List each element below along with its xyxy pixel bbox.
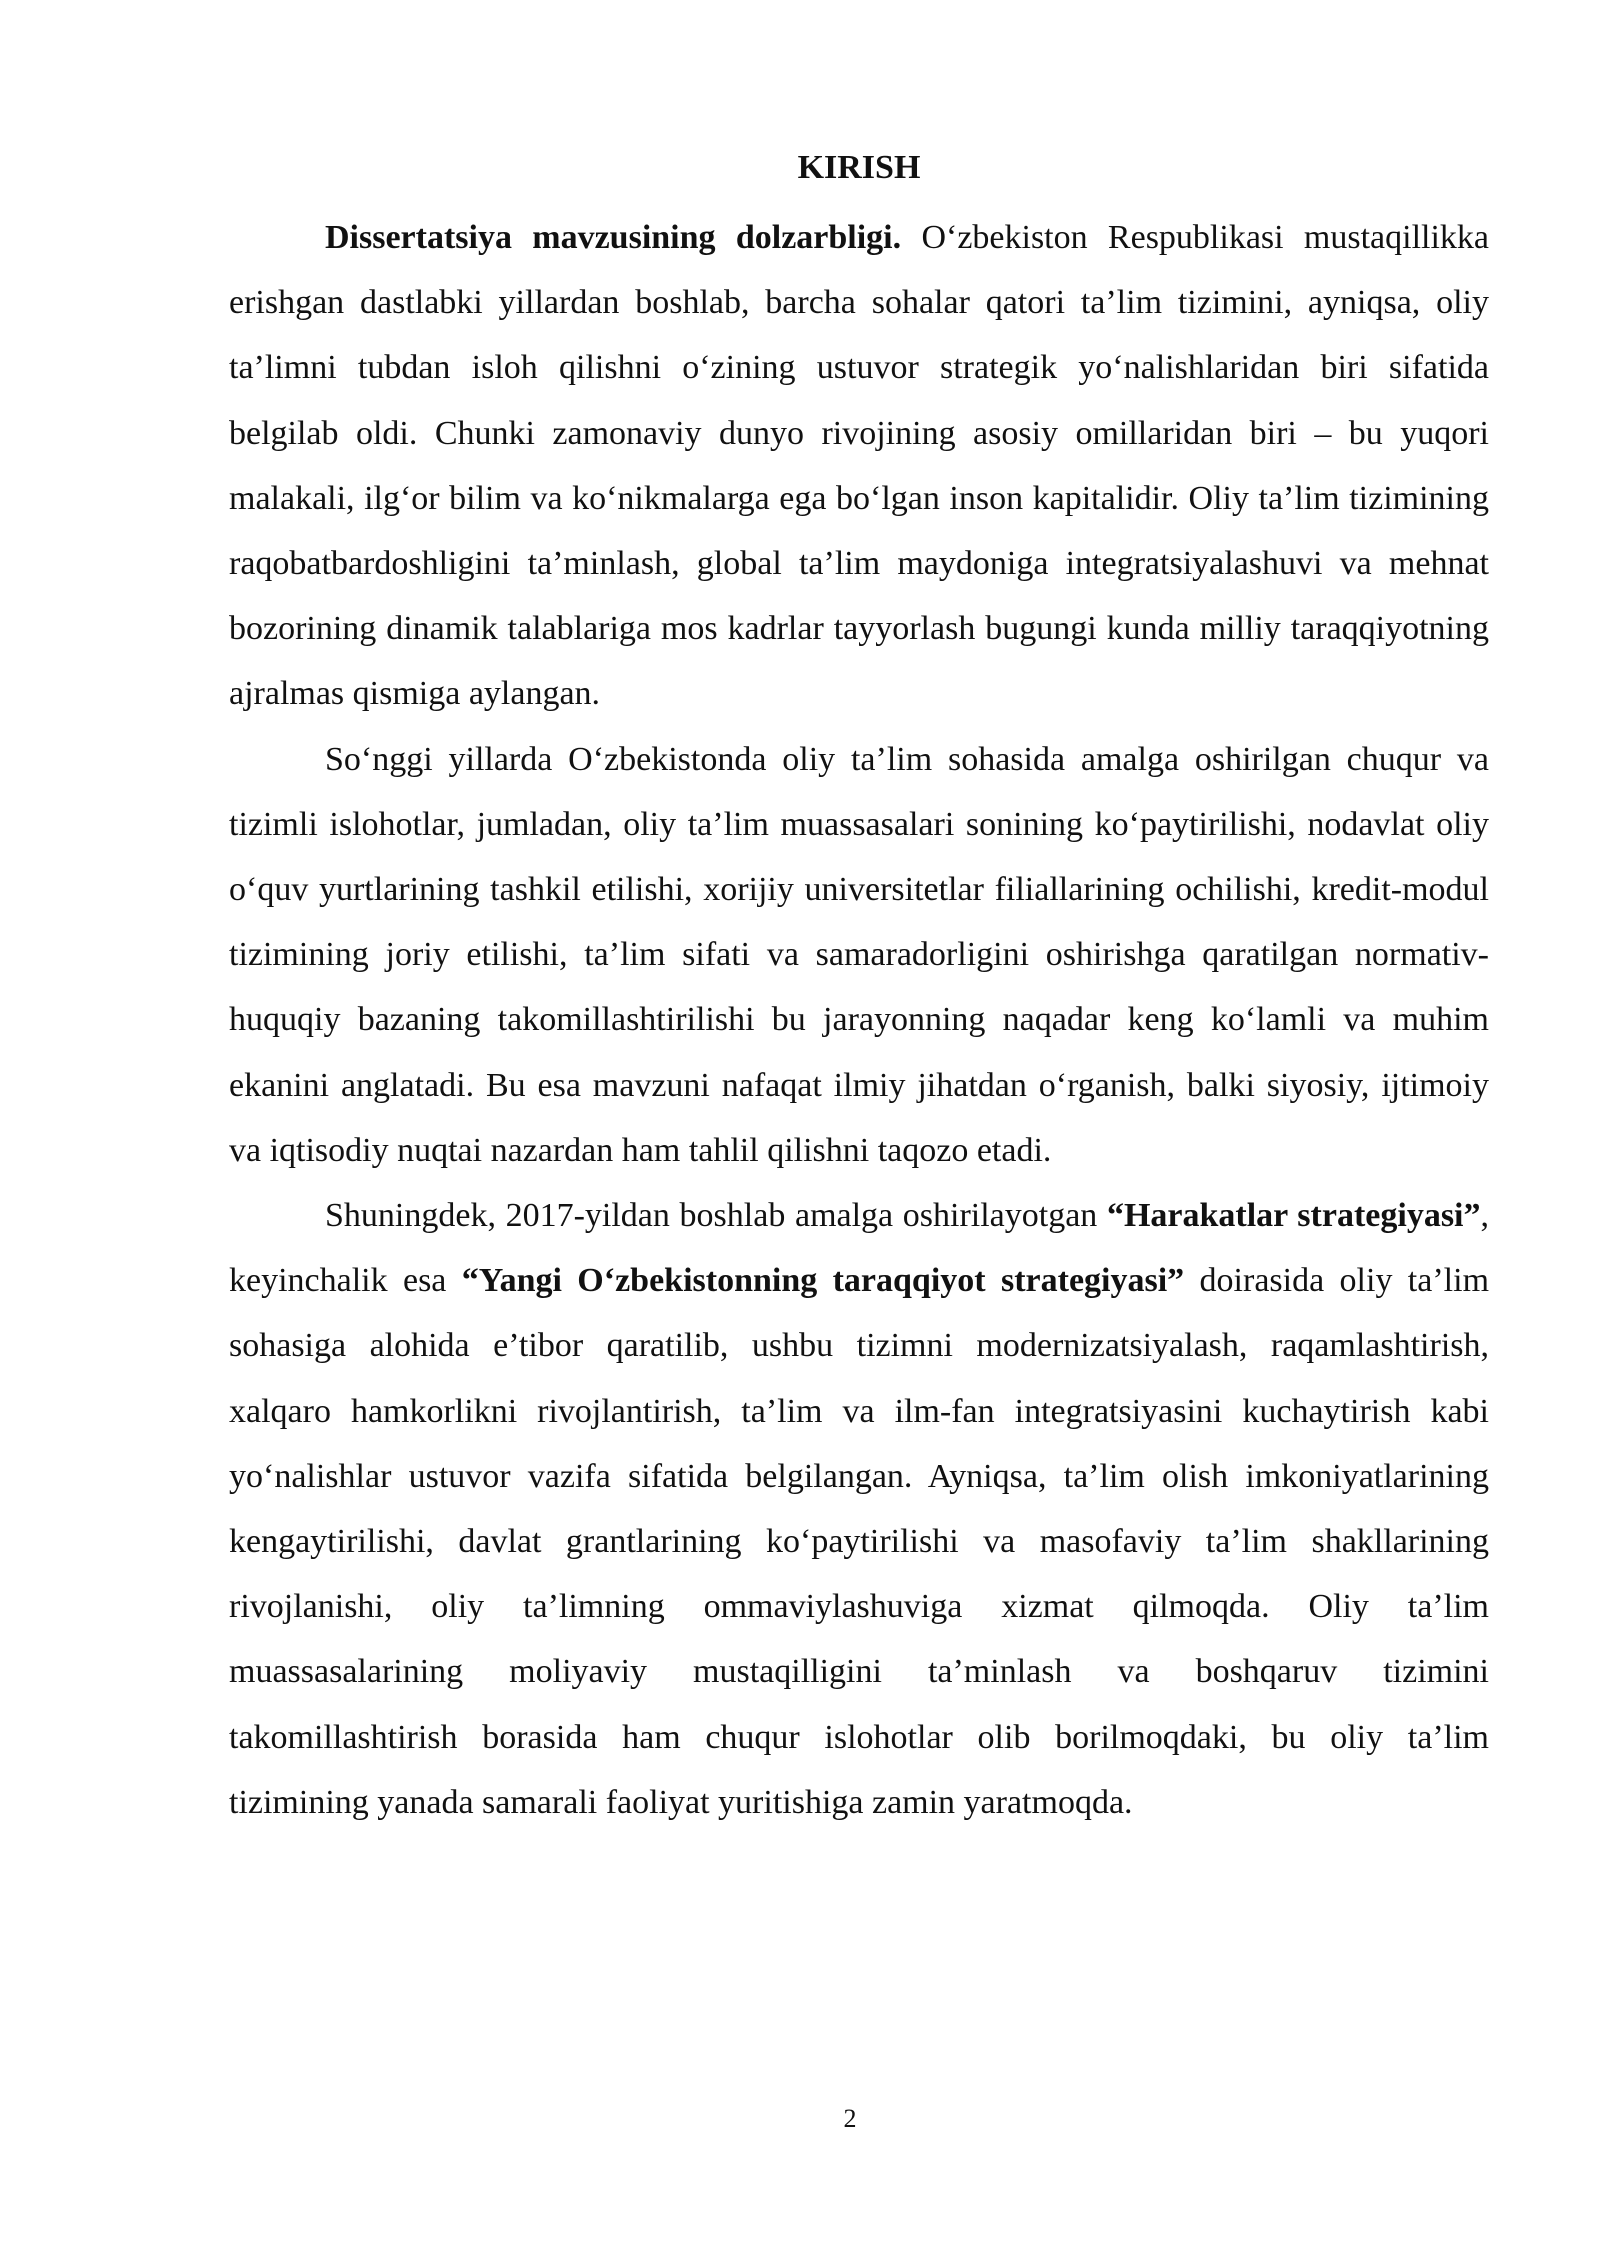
paragraph-text-part: Shuningdek, 2017-yildan boshlab amalga oshirilayotgan — [325, 1197, 1107, 1235]
paragraph-text: So‘nggi yillarda O‘zbekistonda oliy ta’lim sohasida amalga oshirilgan chuqur va tizimli islohotlar, jumladan, oliy ta’lim muassasalari sonining ko‘paytirilishi, nodavlat oliy o‘quv yurtlarining tashkil etilishi, xorijiy universitetlar filiallarining ochilishi, kredit-modul tizimining joriy etilishi, ta’lim sifati va samaradorligini oshirishga qaratilgan normativ-huquqiy bazaning takomillashtirilishi bu jarayonning naqadar keng ko‘lamli va muhim ekanini anglatadi. Bu esa mavzuni nafaqat ilmiy jihatdan o‘rganish, balki siyosiy, ijtimoiy va iqtisodiy nuqtai nazardan ham tahlil qilishni taqozo etadi. — [229, 740, 1489, 1169]
paragraph-text: O‘zbekiston Respublikasi mustaqillikka erishgan dastlabki yillardan boshlab, barcha sohalar qatori ta’lim tizimini, ayniqsa, oliy ta’limni tubdan isloh qilishni o‘zining ustuvor strategik yo‘nalishlaridan biri sifatida belgilab oldi. Chunki zamonaviy dunyo rivojining asosiy omillaridan biri – bu yuqori malakali, ilg‘or bilim va ko‘nikmalarga ega bo‘lgan inson kapitalidir. Oliy ta’lim tizimining raqobatbardoshligini ta’minlash, global ta’lim maydoniga integratsiyalashuvi va mehnat bozorining dinamik talablariga mos kadrlar tayyorlash bugungi kunda milliy taraqqiyotning ajralmas qismiga aylangan. — [229, 219, 1489, 713]
paragraph-text-part: , keyinchalik esa — [229, 1197, 1489, 1300]
paragraph-text-part: doirasida oliy ta’lim sohasiga alohida e’tibor qaratilib, ushbu tizimni modernizatsiyalash, raqamlashtirish, xalqaro hamkorlikni rivojlantirish, ta’lim va ilm-fan integratsiyasini kuchaytirish kabi yo‘nalishlar ustuvor vazifa sifatida belgilangan. Ayniqsa, ta’lim olish imkoniyatlarining kengaytirilishi, davlat grantlarining ko‘paytirilishi va masofaviy ta’lim shakllarining rivojlanishi, oliy ta’limning ommaviylashuviga xizmat qilmoqda. Oliy ta’lim muassasalarining moliyaviy mustaqilligini ta’minlash va boshqaruv tizimini takomillashtirish borasida ham chuqur islohotlar olib borilmoqdaki, bu oliy ta’lim tizimining yanada samarali faoliyat yuritishiga zamin yaratmoqda. — [229, 1262, 1490, 1821]
strategy-name-actions: “Harakatlar strategiyasi” — [1106, 1197, 1481, 1235]
paragraph-reforms — [229, 727, 1489, 1183]
paragraph-strategies — [229, 1183, 1489, 1835]
paragraph-lead-heading: Dissertatsiya mavzusining dolzarbligi. — [325, 219, 902, 256]
strategy-name-new-uzbekistan: “Yangi O‘zbekistonning taraqqiyot strategiyasi” — [461, 1262, 1185, 1300]
paragraph-relevance — [229, 205, 1489, 727]
page-number: 2 — [843, 2104, 857, 2133]
page-title: KIRISH — [797, 149, 921, 186]
document-body — [229, 205, 1489, 1835]
